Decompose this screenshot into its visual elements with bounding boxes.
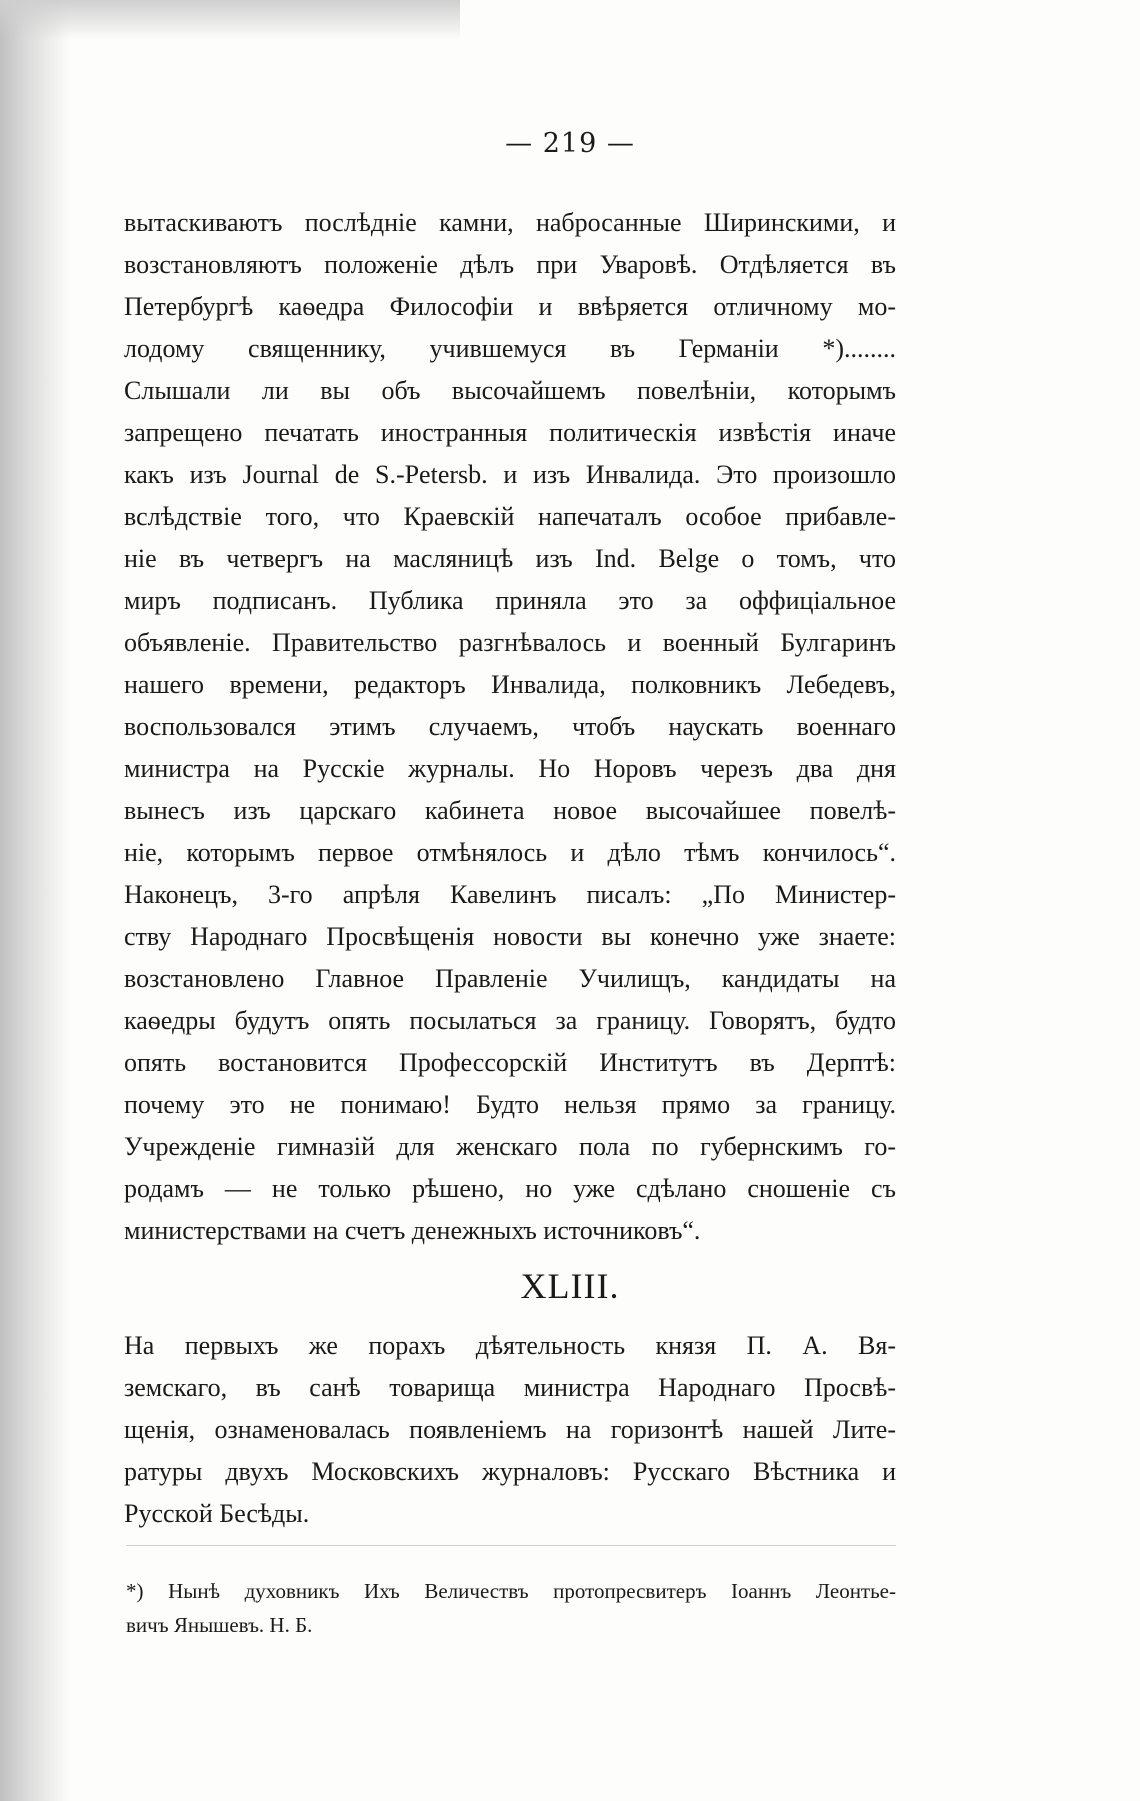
text-line: воспользовался этимъ случаемъ, чтобъ наускать военнаго: [124, 712, 896, 741]
text-line: вытаскиваютъ послѣдніе камни, набросанные Ширинскими, и: [124, 208, 896, 237]
text-line: лодому священнику, учившемуся въ Германіи *)........: [124, 334, 896, 363]
text-line: объявленіе. Правительство разгнѣвалось и военный Булгаринъ: [124, 628, 896, 657]
main-text: [124, 202, 896, 1252]
text-line: Русской Бесѣды.: [124, 1499, 310, 1528]
footnote: [126, 1574, 896, 1642]
text-line: щенія, ознаменовалась появленіемъ на горизонтѣ нашей Лите-: [124, 1415, 896, 1444]
text-line: министерствами на счетъ денежныхъ источниковъ“.: [124, 1216, 701, 1245]
text-line: Наконецъ, 3-го апрѣля Кавелинъ писалъ: „По Министер-: [124, 880, 896, 909]
footnote-line: *) Нынѣ духовникъ Ихъ Величествъ протопресвитеръ Іоаннъ Леонтье-: [126, 1579, 896, 1603]
text-line: запрещено печатать иностранныя политическія извѣстія иначе: [124, 418, 896, 447]
footnote-line: вичъ Янышевъ. Н. Б.: [126, 1613, 313, 1637]
text-line: министра на Русскіе журналы. Но Норовъ черезъ два дня: [124, 754, 896, 783]
text-line: вслѣдствіе того, что Краевскій напечаталъ особое прибавле-: [124, 502, 896, 531]
text-line: родамъ — не только рѣшено, но уже сдѣлано сношеніе съ: [124, 1174, 896, 1203]
section-heading: XLIII.: [520, 1266, 620, 1306]
text-line: Учрежденіе гимназій для женскаго пола по губернскимъ го-: [124, 1132, 896, 1161]
text-line: ству Народнаго Просвѣщенія новости вы конечно уже знаете:: [124, 922, 896, 951]
text-line: возстановлено Главное Правленіе Училищъ, кандидаты на: [124, 964, 896, 993]
text-line: Петербургѣ каѳедра Философіи и ввѣряется отличному мо-: [124, 292, 896, 321]
text-line: На первыхъ же порахъ дѣятельность князя П. А. Вя-: [124, 1331, 896, 1360]
text-line: опять востановится Профессорскій Институтъ въ Дерптѣ:: [124, 1048, 896, 1077]
text-line: земскаго, въ санѣ товарища министра Народнаго Просвѣ-: [124, 1373, 896, 1402]
scan-top-shadow: [0, 0, 460, 40]
text-line: вынесъ изъ царскаго кабинета новое высочайшее повелѣ-: [124, 796, 896, 825]
text-line: почему это не понимаю! Будто нельзя прямо за границу.: [124, 1090, 896, 1119]
page-number: — 219 —: [505, 128, 635, 159]
text-line: возстановляютъ положеніе дѣлъ при Уваровѣ. Отдѣляется въ: [124, 250, 896, 279]
section-text: [124, 1325, 896, 1535]
footnote-divider: [126, 1545, 896, 1546]
scan-edge-shadow: [0, 0, 70, 1801]
text-line: ратуры двухъ Московскихъ журналовъ: Русскаго Вѣстника и: [124, 1457, 896, 1486]
text-line: каѳедры будутъ опять посылаться за границу. Говорятъ, будто: [124, 1006, 896, 1035]
text-line: миръ подписанъ. Публика приняла это за оффиціальное: [124, 586, 896, 615]
text-line: Слышали ли вы объ высочайшемъ повелѣніи, которымъ: [124, 376, 896, 405]
text-line: ніе въ четвергъ на масляницѣ изъ Ind. Belge о томъ, что: [124, 544, 896, 573]
text-line: какъ изъ Journal de S.-Petersb. и изъ Инвалида. Это произошло: [124, 460, 896, 489]
text-line: ніе, которымъ первое отмѣнялось и дѣло тѣмъ кончилось“.: [124, 838, 896, 867]
text-line: нашего времени, редакторъ Инвалида, полковникъ Лебедевъ,: [124, 670, 896, 699]
